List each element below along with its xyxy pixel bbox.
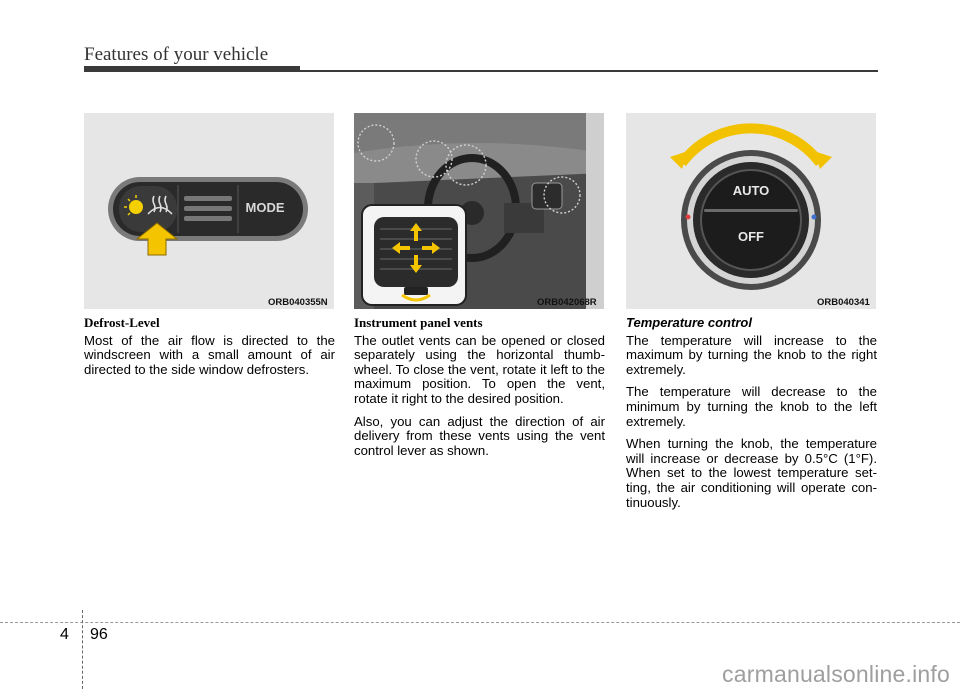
auto-label: AUTO (732, 183, 770, 198)
dashboard-illustration (354, 113, 604, 309)
paragraph: The temperature will decrease to the minimum by turning the knob to the left extremely. (626, 384, 877, 429)
paragraph: The outlet vents can be opened or closed separately using the horizontal thumb-wheel. To close the vent, rotate it left to the maximum position. To open the vent, rotate it right to the desired position. (354, 332, 605, 406)
figure-code-1: ORB040355N (268, 297, 328, 308)
figure-temperature-knob (626, 113, 876, 309)
paragraph: The temperature will increase to the maximum by turning the knob to the right extremely. (626, 332, 877, 377)
figure-code-3: ORB040341 (817, 297, 870, 308)
footer-rule (0, 622, 960, 624)
column-temperature-control (626, 316, 877, 518)
paragraph: When turning the knob, the temperature will increase or decrease by 0.5°C (1°F). When set to the lowest temperature set-ting, the air conditioning will operate con-tinuously. (626, 436, 877, 510)
heading-temperature-control: Temperature control (626, 315, 752, 330)
figure-defrost-button (84, 113, 334, 309)
page-number: 96 (90, 626, 108, 643)
paragraph: Most of the air flow is directed to the windscreen with a small amount of air directed to the side window defrosters. (84, 332, 335, 377)
page-header-title: Features of your vehicle (84, 44, 269, 65)
figure-instrument-panel-vents (354, 113, 604, 309)
column-instrument-panel-vents (354, 316, 605, 466)
watermark-link[interactable]: carmanualsonline.info (722, 661, 950, 687)
column-defrost-level (84, 316, 335, 385)
figure-code-2: ORB042068R (537, 297, 597, 308)
mode-button-label: MODE (245, 200, 285, 215)
indicator-light-icon (129, 200, 143, 214)
header-rule (84, 70, 878, 72)
heading-instrument-panel-vents: Instrument panel vents (354, 315, 483, 330)
page-chapter-number: 4 (60, 626, 69, 643)
temperature-knob-illustration (626, 113, 876, 309)
off-label: OFF (738, 229, 764, 244)
paragraph: Also, you can adjust the direction of air delivery from these vents using the vent control lever as shown. (354, 413, 605, 458)
defrost-illustration (84, 113, 334, 309)
heading-defrost-level: Defrost-Level (84, 315, 160, 330)
footer-divider (82, 610, 84, 689)
